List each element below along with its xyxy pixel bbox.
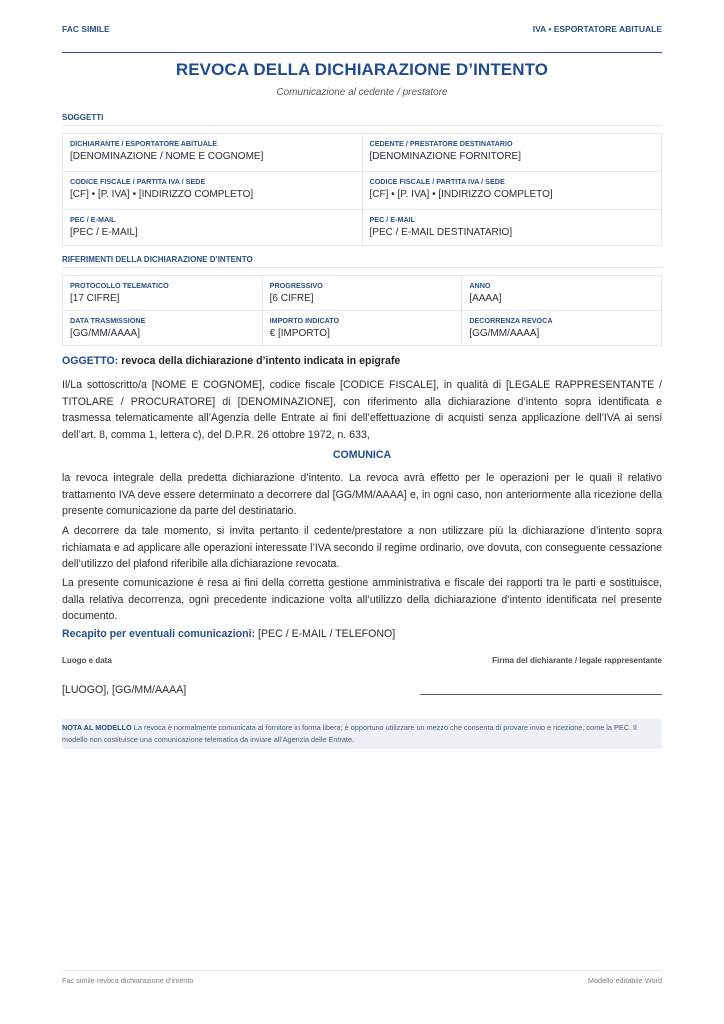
body-paragraph: la revoca integrale della predetta dichiarazione d’intento. La revoca avrà effetto per le operazioni per le quali il relativo trattamento IVA deve essere determinato a decorrere dal [GG/MM/AAAA] e, in ogni caso, non anteriormente alla ricezione della presente comunicazione da parte del destinatario. bbox=[62, 472, 662, 517]
field-value: [PEC / E-MAIL DESTINATARIO] bbox=[369, 227, 513, 238]
field-label: IMPORTO INDICATO bbox=[269, 316, 340, 325]
signature-line[interactable] bbox=[420, 694, 662, 695]
field-value: [17 CIFRE] bbox=[70, 293, 120, 304]
table-row bbox=[63, 172, 662, 210]
recapito-value[interactable]: [PEC / E-MAIL / TELEFONO] bbox=[255, 628, 396, 640]
header-divider bbox=[62, 52, 662, 53]
header-right-label: IVA • ESPORTATORE ABITUALE bbox=[532, 24, 662, 34]
field-value: [GG/MM/AAAA] bbox=[70, 328, 141, 339]
field-anno[interactable] bbox=[462, 276, 662, 311]
field-label: PROGRESSIVO bbox=[269, 281, 323, 290]
field-value: [GG/MM/AAAA] bbox=[469, 328, 540, 339]
field-label: CEDENTE / PRESTATORE DESTINATARIO bbox=[369, 139, 513, 148]
header-left-label: FAC SIMILE bbox=[62, 24, 110, 34]
riferimenti-table bbox=[62, 275, 662, 346]
recapito-label: Recapito per eventuali comunicazioni: bbox=[62, 628, 256, 640]
field-dichiarante-pec[interactable] bbox=[63, 210, 363, 246]
body-paragraph: A decorrere da tale momento, si invita pertanto il cedente/prestatore a non utilizzare più la dichiarazione d’intento sopra richiamata e ad applicare alle operazioni interessate l’IVA secondo il regime ordinario, ove dovuta, con conseguente cessazione dell’utilizzo del plafond riferibile alla dichiarazione revocata. bbox=[62, 525, 662, 570]
field-label: DICHIARANTE / ESPORTATORE ABITUALE bbox=[70, 139, 218, 148]
luogo-data-value[interactable]: [LUOGO], [GG/MM/AAAA] bbox=[62, 684, 187, 696]
table-row bbox=[63, 134, 662, 172]
field-label: PROTOCOLLO TELEMATICO bbox=[70, 281, 169, 290]
luogo-data-label: Luogo e data bbox=[62, 656, 112, 665]
field-cedente-cf[interactable] bbox=[362, 172, 662, 210]
nota-text: La revoca è normalmente comunicata al fornitore in forma libera; è opportuno utilizzare un mezzo che consenta di provare invio e ricezione, come la PEC. Il modello non costituisce una comunicazione telematica da inviare all’Agenzia delle Entrate. bbox=[62, 723, 637, 744]
field-data-trasmissione[interactable] bbox=[63, 311, 263, 346]
soggetti-table bbox=[62, 133, 662, 246]
comunica-heading: COMUNICA bbox=[332, 449, 392, 461]
table-row bbox=[63, 311, 662, 346]
table-row bbox=[63, 276, 662, 311]
field-importo[interactable] bbox=[262, 311, 462, 346]
page-header bbox=[62, 24, 662, 38]
field-value: [DENOMINAZIONE / NOME E COGNOME] bbox=[70, 151, 264, 162]
nota-label: NOTA AL MODELLO bbox=[62, 723, 132, 732]
field-label: PEC / E-MAIL bbox=[70, 215, 116, 224]
section-heading-soggetti: SOGGETTI bbox=[62, 113, 104, 122]
footer-right-label: Modello editabile Word bbox=[587, 976, 662, 985]
oggetto-line bbox=[62, 355, 662, 367]
field-value: [CF] • [P. IVA] • [INDIRIZZO COMPLETO] bbox=[70, 189, 254, 200]
field-label: CODICE FISCALE / PARTITA IVA / SEDE bbox=[369, 177, 505, 186]
oggetto-label: OGGETTO: bbox=[62, 355, 119, 367]
field-dichiarante[interactable] bbox=[63, 134, 363, 172]
document-title: REVOCA DELLA DICHIARAZIONE D’INTENTO bbox=[175, 60, 549, 79]
field-value: [CF] • [P. IVA] • [INDIRIZZO COMPLETO] bbox=[369, 189, 553, 200]
section-heading-riferimenti: RIFERIMENTI DELLA DICHIARAZIONE D’INTENTO bbox=[62, 255, 253, 264]
field-label: ANNO bbox=[469, 281, 491, 290]
field-value: [AAAA] bbox=[469, 293, 502, 304]
field-cedente-pec[interactable] bbox=[362, 210, 662, 246]
intro-paragraph: Il/La sottoscritto/a [NOME E COGNOME], codice fiscale [CODICE FISCALE], in qualità di [LEGALE RAPPRESENTANTE / TITOLARE / PROCURATORE] di [DENOMINAZIONE], con riferimento alla dichiarazione d’intento sopra identificata e trasmessa telematicamente all’Agenzia delle Entrate ai fini dell’effettuazione di acquisti senza applicazione dell’IVA ai sensi dell’art. 8, comma 1, lettera c), del D.P.R. 26 ottobre 1972, n. 633, bbox=[62, 379, 662, 441]
oggetto-text: revoca della dichiarazione d’intento indicata in epigrafe bbox=[118, 355, 401, 367]
field-label: DATA TRASMISSIONE bbox=[70, 316, 146, 325]
field-dichiarante-cf[interactable] bbox=[63, 172, 363, 210]
field-progressivo[interactable] bbox=[262, 276, 462, 311]
field-label: DECORRENZA REVOCA bbox=[469, 316, 553, 325]
nota-box bbox=[62, 719, 662, 749]
footer-left-label: Fac simile revoca dichiarazione d’intento bbox=[62, 976, 194, 985]
field-value: [6 CIFRE] bbox=[269, 293, 314, 304]
recapito-line bbox=[62, 628, 662, 640]
field-decorrenza[interactable] bbox=[462, 311, 662, 346]
table-row bbox=[63, 210, 662, 246]
document-subtitle: Comunicazione al cedente / prestatore bbox=[276, 87, 448, 98]
section-divider bbox=[62, 125, 662, 126]
body-paragraph: La presente comunicazione è resa ai fini della corretta gestione amministrativa e fiscale dei rapporti tra le parti e sostituisce, dalla relativa decorrenza, ogni precedente indicazione volta all’utilizzo della dichiarazione d’intento identificata nel presente documento. bbox=[62, 577, 662, 622]
field-protocollo[interactable] bbox=[63, 276, 263, 311]
section-divider bbox=[62, 267, 662, 268]
field-value: € [IMPORTO] bbox=[269, 328, 330, 339]
field-value: [PEC / E-MAIL] bbox=[70, 227, 138, 238]
field-value: [DENOMINAZIONE FORNITORE] bbox=[369, 151, 521, 162]
footer-divider bbox=[62, 970, 662, 971]
firma-label: Firma del dichiarante / legale rappresentante bbox=[492, 656, 662, 665]
field-label: CODICE FISCALE / PARTITA IVA / SEDE bbox=[70, 177, 206, 186]
field-label: PEC / E-MAIL bbox=[369, 215, 416, 224]
field-cedente[interactable] bbox=[362, 134, 662, 172]
